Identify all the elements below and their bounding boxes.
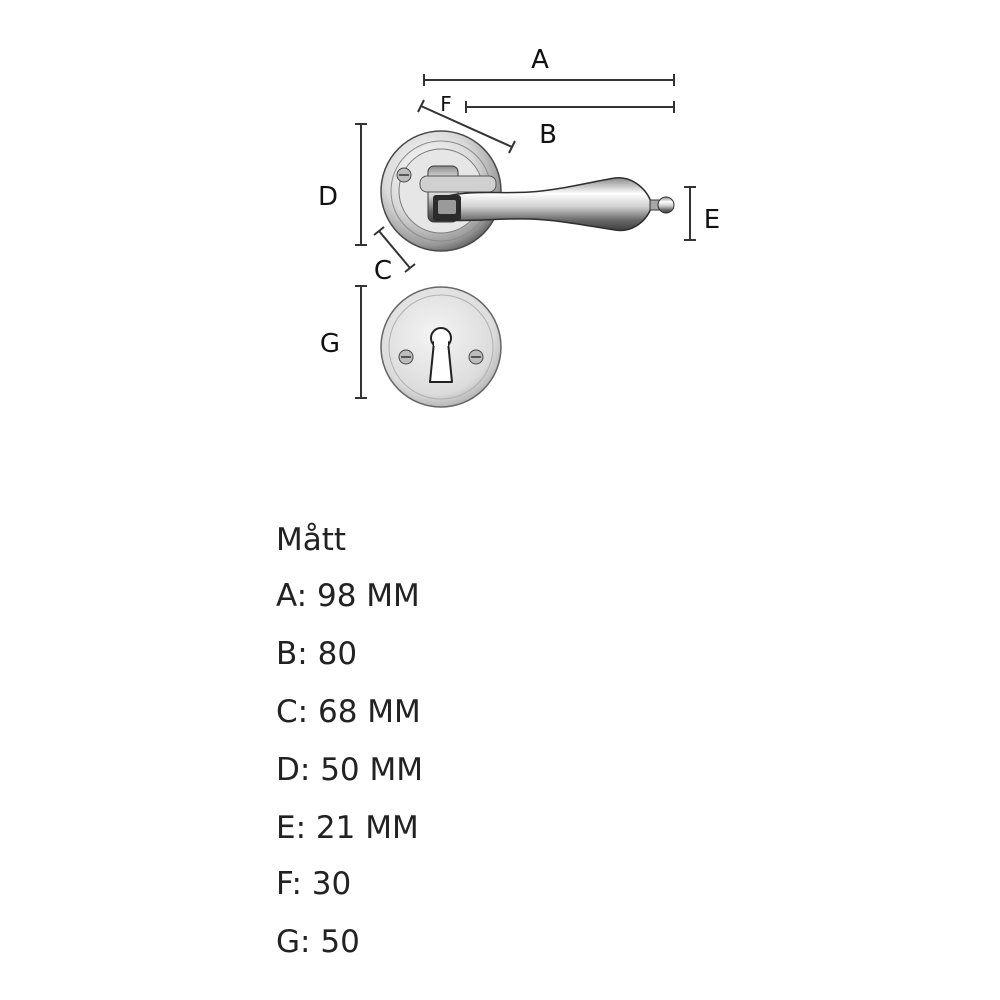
dimension-e — [684, 187, 720, 240]
spec-value: 21 MM — [315, 810, 419, 846]
label-g: G — [319, 329, 341, 359]
spec-row-b — [276, 634, 357, 674]
label-c: C — [373, 256, 393, 286]
spec-key: A : — [276, 578, 317, 614]
specs-title: Mått — [276, 522, 347, 558]
label-b: B — [539, 120, 557, 150]
dimension-g — [320, 286, 367, 398]
spec-value: 98 MM — [316, 578, 420, 614]
spec-key: F : — [276, 866, 312, 902]
spec-row-f — [276, 864, 351, 904]
spec-value: 68 MM — [317, 694, 421, 730]
spec-row-a — [276, 576, 420, 616]
spec-row-e — [276, 808, 419, 848]
handle-dimension-diagram — [0, 0, 1000, 440]
label-e: E — [703, 205, 721, 235]
spec-key: D : — [276, 752, 320, 788]
spec-value: 80 — [317, 636, 358, 672]
spec-value: 50 — [320, 924, 360, 960]
spec-value: 30 — [311, 866, 352, 902]
spec-key: C : — [276, 694, 318, 730]
spec-key: B : — [276, 636, 318, 672]
label-f: F — [440, 92, 452, 116]
dimension-b — [466, 101, 674, 150]
door-lever-handle-icon — [381, 131, 674, 251]
spec-row-d — [276, 750, 423, 790]
spec-value: 50 MM — [320, 752, 423, 788]
spec-row-c — [276, 692, 421, 732]
label-d: D — [317, 182, 339, 212]
spec-key: G : — [276, 924, 320, 960]
spec-row-g — [276, 922, 360, 962]
keyhole-escutcheon-icon — [381, 287, 501, 407]
dimension-a — [424, 45, 674, 86]
dimension-d — [318, 124, 367, 245]
label-a: A — [531, 45, 549, 75]
spec-key: E : — [276, 810, 316, 846]
